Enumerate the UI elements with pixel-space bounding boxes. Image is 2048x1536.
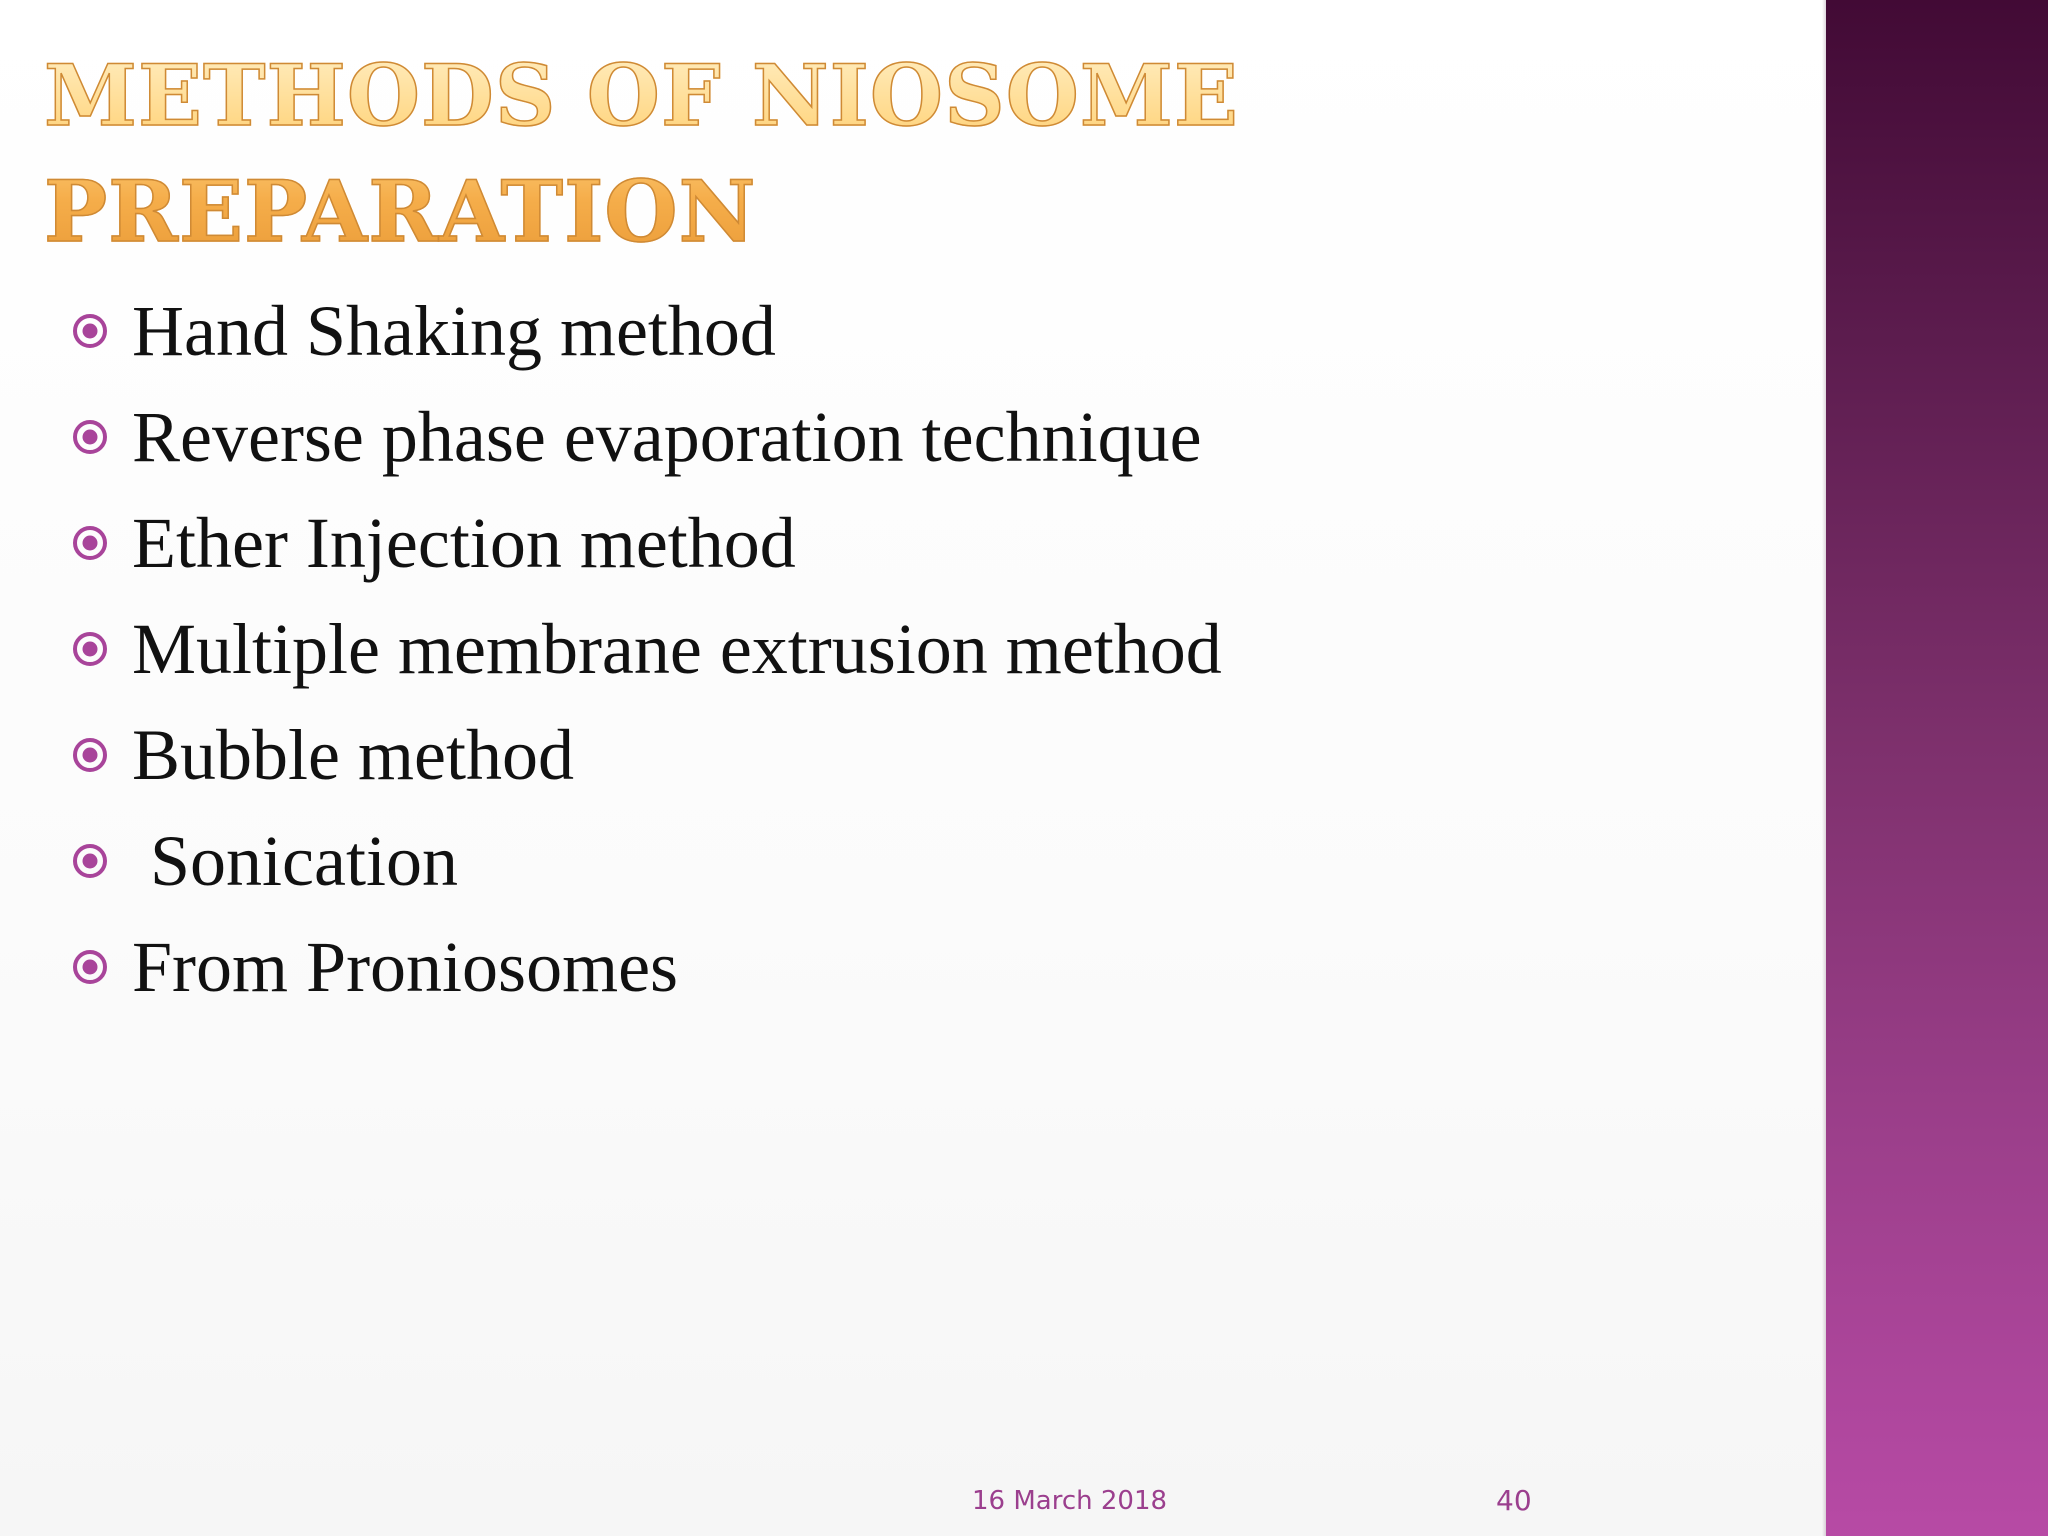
list-item <box>70 808 1222 914</box>
list-item-text: Hand Shaking method <box>132 291 776 371</box>
bullet-list <box>70 278 1222 1020</box>
list-item <box>70 278 1222 384</box>
decorative-side-band <box>1826 0 2048 1536</box>
list-item-text: Multiple membrane extrusion method <box>132 609 1222 689</box>
list-item <box>70 914 1222 1020</box>
list-item <box>70 384 1222 490</box>
list-item <box>70 596 1222 702</box>
list-item-text: From Proniosomes <box>132 927 679 1007</box>
list-item <box>70 702 1222 808</box>
circled-dot-icon <box>70 629 110 669</box>
list-item-text: Sonication <box>132 821 458 901</box>
list-item-text: Bubble method <box>132 715 574 795</box>
footer-date: 16 March 2018 <box>972 1486 1168 1516</box>
circled-dot-icon <box>70 417 110 457</box>
circled-dot-icon <box>70 947 110 987</box>
list-item-text: Ether Injection method <box>132 503 796 583</box>
circled-dot-icon <box>70 735 110 775</box>
circled-dot-icon <box>70 311 110 351</box>
slide-title: METHODS OF NIOSOME PREPARATION <box>44 38 1344 270</box>
list-item-text: Reverse phase evaporation technique <box>132 397 1202 477</box>
page-number: 40 <box>1496 1484 1532 1517</box>
circled-dot-icon <box>70 523 110 563</box>
list-item <box>70 490 1222 596</box>
circled-dot-icon <box>70 841 110 881</box>
